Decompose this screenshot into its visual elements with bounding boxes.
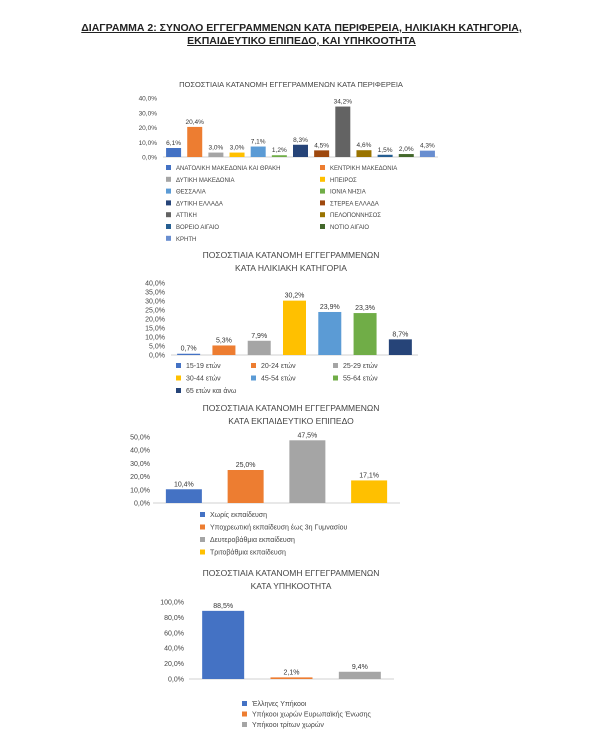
legend-label: Τριτοβάθμια εκπαίδευση: [210, 549, 286, 557]
data-label: 23,3%: [355, 305, 376, 313]
bar: [177, 354, 200, 355]
y-tick-label: 20,0%: [164, 661, 184, 669]
legend-swatch: [176, 376, 181, 381]
legend-label: ΚΡΗΤΗ: [176, 236, 197, 243]
bar: [248, 341, 271, 355]
legend-label: Χωρίς εκπαίδευση: [210, 512, 268, 519]
data-label: 10,4%: [173, 481, 194, 489]
legend-swatch: [166, 177, 171, 182]
legend-label: 20-24 ετών: [261, 363, 296, 370]
legend-label: ΘΕΣΣΑΛΙΑ: [176, 189, 206, 196]
legend-label: Υπήκοοι τρίτων χωρών: [252, 722, 324, 729]
bar: [356, 150, 371, 157]
bar: [318, 312, 341, 355]
main-title-line1: ΔΙΑΓΡΑΜΜΑ 2: ΣΥΝΟΛΟ ΕΓΓΕΓΡΑΜΜΕΝΩΝ ΚΑΤΑ ΠΕΡΙΦΕΡΕΙΑ, ΗΛΙΚΙΑΚΗ ΚΑΤΗΓΟΡΙΑ,: [81, 22, 522, 34]
y-tick-label: 50,0%: [130, 434, 150, 442]
data-label: 8,7%: [392, 331, 409, 339]
bar: [420, 151, 435, 157]
data-label: 23,9%: [319, 303, 340, 311]
bar: [378, 155, 393, 157]
chart-title: ΠΟΣΟΣΤΙΑΙΑ ΚΑΤΑΝΟΜΗ ΕΓΓΕΓΡΑΜΜΕΝΩΝ: [202, 568, 380, 578]
y-tick-label: 40,0%: [138, 95, 157, 103]
data-label: 8,3%: [293, 136, 308, 144]
bar: [271, 677, 313, 679]
y-tick-label: 40,0%: [145, 280, 165, 288]
bar: [187, 127, 202, 157]
y-tick-label: 0,0%: [134, 500, 150, 508]
chart-2: [145, 250, 418, 395]
legend-swatch: [242, 712, 247, 717]
bar: [314, 150, 329, 157]
bar: [212, 345, 235, 355]
bar: [228, 470, 264, 503]
y-tick-label: 20,0%: [138, 125, 157, 132]
bar: [339, 672, 381, 679]
data-label: 47,5%: [297, 432, 318, 440]
legend-swatch: [176, 388, 181, 393]
legend-label: ΙΟΝΙΑ ΝΗΣΙΑ: [330, 189, 366, 196]
legend-swatch: [320, 212, 325, 217]
bar: [389, 339, 412, 355]
data-label: 25,0%: [235, 462, 256, 469]
chart-3: [130, 403, 400, 557]
bar: [202, 611, 244, 679]
bar: [289, 440, 325, 503]
y-tick-label: 80,0%: [164, 614, 184, 622]
bar: [166, 489, 202, 503]
y-tick-label: 30,0%: [138, 110, 157, 118]
y-tick-label: 40,0%: [164, 645, 184, 653]
data-label: 4,3%: [420, 142, 435, 150]
data-label: 20,4%: [185, 118, 204, 126]
chart-title: ΠΟΣΟΣΤΙΑΙΑ ΚΑΤΑΝΟΜΗ ΕΓΓΕΓΡΑΜΜΕΝΩΝ: [202, 250, 380, 260]
legend-swatch: [333, 376, 338, 381]
data-label: 7,9%: [251, 332, 268, 340]
data-label: 6,1%: [166, 140, 181, 148]
legend-label: Υποχρεωτική εκπαίδευση έως 3η Γυμνασίου: [210, 524, 348, 532]
legend-label: ΒΟΡΕΙΟ ΑΙΓΑΙΟ: [176, 225, 220, 231]
y-tick-label: 10,0%: [130, 487, 150, 495]
y-tick-label: 0,0%: [168, 676, 184, 684]
legend-swatch: [320, 177, 325, 182]
legend-label: ΝΟΤΙΟ ΑΙΓΑΙΟ: [330, 225, 370, 231]
y-tick-label: 0,0%: [149, 352, 165, 360]
legend-label: 45-54 ετών: [261, 375, 296, 383]
bar: [251, 147, 266, 157]
legend-swatch: [200, 537, 205, 542]
legend-swatch: [251, 376, 256, 381]
legend-label: 55-64 ετών: [343, 375, 378, 383]
bar: [272, 155, 287, 157]
y-tick-label: 35,0%: [145, 289, 165, 297]
data-label: 1,5%: [377, 146, 393, 154]
legend-label: Δευτεροβάθμια εκπαίδευση: [210, 537, 295, 544]
bar: [166, 148, 181, 157]
y-tick-label: 40,0%: [130, 447, 150, 455]
chart-title: ΠΟΣΟΣΤΙΑΙΑ ΚΑΤΑΝΟΜΗ ΕΓΓΕΓΡΑΜΜΕΝΩΝ ΚΑΤΑ ΠΕΡΙΦΕΡΕΙΑ: [179, 80, 403, 89]
data-label: 3,0%: [208, 144, 224, 152]
legend-swatch: [166, 236, 171, 241]
legend-label: ΠΕΛΟΠΟΝΝΗΣΟΣ: [330, 213, 381, 220]
y-tick-label: 25,0%: [145, 307, 165, 315]
data-label: 34,2%: [333, 98, 353, 106]
legend-label: 25-29 ετών: [343, 363, 378, 370]
legend-label: 15-19 ετών: [186, 363, 221, 370]
data-label: 30,2%: [284, 292, 305, 300]
bar: [283, 301, 306, 355]
y-tick-label: 20,0%: [130, 474, 150, 482]
data-label: 9,4%: [351, 663, 368, 671]
legend-swatch: [176, 363, 181, 368]
bar: [335, 107, 350, 157]
legend-swatch: [320, 200, 325, 205]
data-label: 3,0%: [229, 144, 245, 152]
data-label: 17,1%: [359, 472, 380, 480]
legend-label: Υπήκοοι χωρών Ευρωπαϊκής Ένωσης: [252, 711, 371, 719]
chart-title: ΚΑΤΑ ΕΚΠΑΙΔΕΥΤΙΚΟ ΕΠΙΠΕΔΟ: [228, 416, 354, 426]
data-label: 0,7%: [180, 345, 197, 353]
legend-label: ΚΕΝΤΡΙΚΗ ΜΑΚΕΔΟΝΙΑ: [330, 166, 398, 172]
legend-label: 30-44 ετών: [186, 375, 221, 383]
legend-swatch: [320, 224, 325, 229]
legend-label: ΣΤΕΡΕΑ ΕΛΛΑΔΑ: [330, 201, 379, 208]
legend-label: ΑΝΑΤΟΛΙΚΗ ΜΑΚΕΔΟΝΙΑ ΚΑΙ ΘΡΑΚΗ: [176, 166, 281, 172]
bar: [293, 145, 308, 157]
y-tick-label: 0,0%: [142, 154, 157, 162]
y-tick-label: 60,0%: [164, 630, 184, 638]
y-tick-label: 100,0%: [160, 599, 184, 607]
legend-swatch: [200, 512, 205, 517]
y-tick-label: 15,0%: [145, 325, 165, 333]
chart-title: ΚΑΤΑ ΗΛΙΚΙΑΚΗ ΚΑΤΗΓΟΡΙΑ: [235, 263, 347, 273]
y-tick-label: 30,0%: [145, 298, 165, 306]
data-label: 4,5%: [314, 142, 330, 150]
legend-swatch: [166, 189, 171, 194]
legend-label: Έλληνες Υπήκοοι: [252, 701, 307, 708]
bar: [399, 154, 414, 157]
y-tick-label: 10,0%: [145, 334, 165, 342]
legend-label: ΔΥΤΙΚΗ ΕΛΛΑΔΑ: [176, 201, 223, 208]
legend-swatch: [242, 722, 247, 727]
legend-label: ΗΠΕΙΡΟΣ: [330, 177, 357, 184]
data-label: 2,1%: [283, 669, 300, 677]
data-label: 7,1%: [250, 138, 266, 146]
y-tick-label: 5,0%: [149, 343, 165, 351]
legend-label: ΑΤΤΙΚΗ: [176, 213, 197, 220]
legend-swatch: [251, 363, 256, 368]
y-tick-label: 20,0%: [145, 316, 165, 324]
data-label: 2,0%: [398, 146, 414, 154]
legend-swatch: [166, 165, 171, 170]
legend-swatch: [333, 363, 338, 368]
chart-title: ΠΟΣΟΣΤΙΑΙΑ ΚΑΤΑΝΟΜΗ ΕΓΓΕΓΡΑΜΜΕΝΩΝ: [202, 403, 380, 413]
bar: [230, 153, 245, 157]
data-label: 1,2%: [271, 147, 287, 155]
main-title-line2: ΕΚΠΑΙΔΕΥΤΙΚΟ ΕΠΙΠΕΔΟ, ΚΑΙ ΥΠΗΚΟΟΤΗΤΑ: [187, 35, 416, 47]
y-tick-label: 30,0%: [130, 460, 150, 468]
legend-label: ΔΥΤΙΚΗ ΜΑΚΕΔΟΝΙΑ: [176, 177, 235, 184]
bar: [351, 480, 387, 503]
legend-swatch: [320, 189, 325, 194]
legend-swatch: [320, 165, 325, 170]
data-label: 88,5%: [213, 602, 234, 610]
legend-swatch: [200, 550, 205, 555]
legend-swatch: [166, 224, 171, 229]
chart-1: [139, 80, 438, 243]
legend-label: 65 ετών και άνω: [186, 388, 237, 395]
legend-swatch: [166, 200, 171, 205]
legend-swatch: [200, 525, 205, 530]
chart-title: ΚΑΤΑ ΥΠΗΚΟΟΤΗΤΑ: [250, 581, 332, 591]
legend-swatch: [242, 701, 247, 706]
data-label: 4,6%: [356, 142, 372, 150]
bar: [354, 313, 377, 355]
data-label: 5,3%: [215, 337, 232, 345]
bar: [208, 153, 223, 157]
legend-swatch: [166, 212, 171, 217]
y-tick-label: 10,0%: [138, 139, 157, 147]
chart-4: [160, 568, 394, 729]
